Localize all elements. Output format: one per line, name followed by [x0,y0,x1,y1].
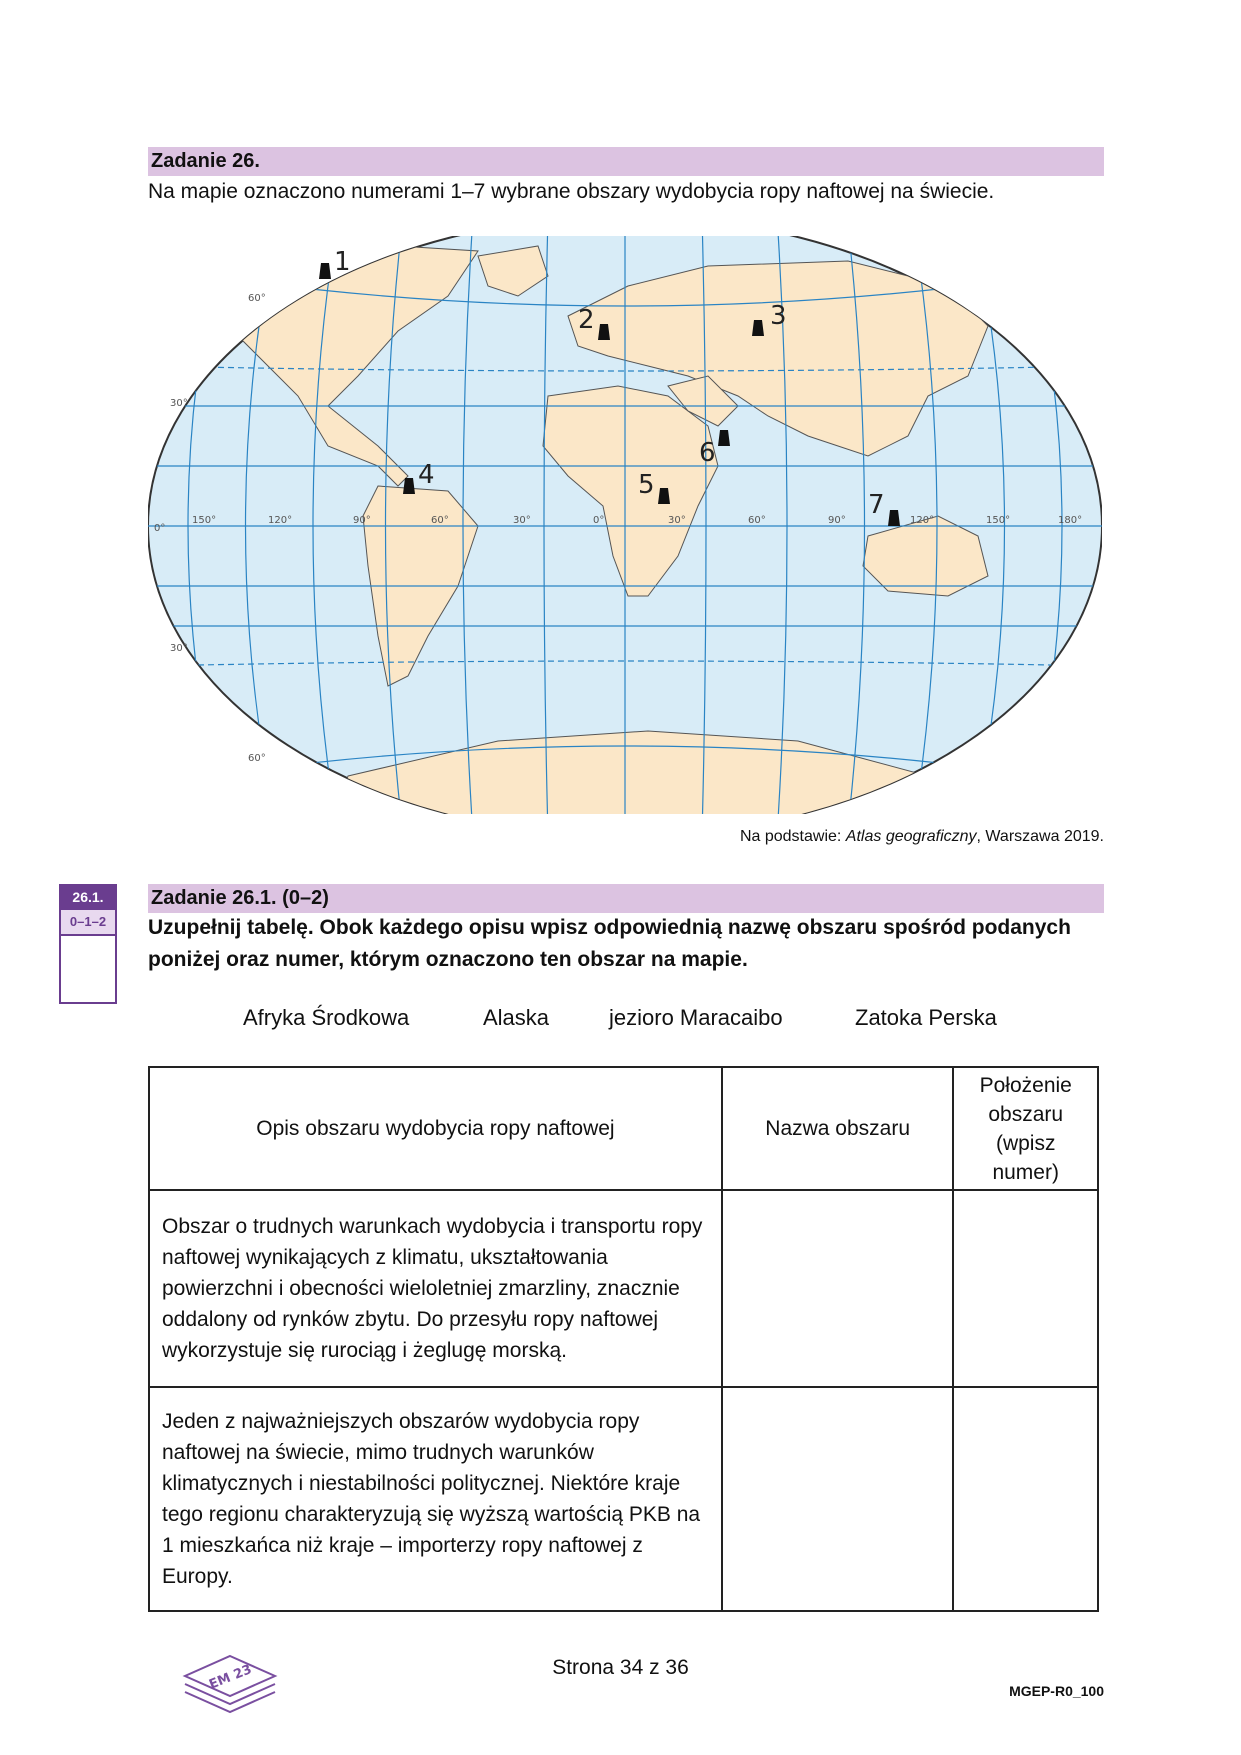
header-description: Opis obszaru wydobycia ropy naftowej [149,1067,722,1190]
svg-text:1: 1 [334,247,351,277]
lat-label-30s: 30° [170,643,188,654]
lat-label-60n: 60° [248,293,266,304]
caption-suffix: , Warszawa 2019. [976,828,1104,845]
svg-text:7: 7 [868,490,885,520]
lon-label-1: 150° [192,515,217,526]
lat-label-0: 0° [154,523,166,534]
table-header-row [149,1067,1098,1190]
score-box [59,884,117,1004]
caption-title: Atlas geograficzny [845,828,977,845]
world-map [148,236,1102,814]
row-name-field[interactable] [722,1190,954,1387]
option-2: Alaska [483,1005,550,1030]
lon-label-3: 90° [353,515,371,526]
option-4: Zatoka Perska [855,1005,997,1030]
caption-prefix: Na podstawie: [739,828,846,845]
lon-label-11: 150° [986,515,1011,526]
row-description: Obszar o trudnych warunkach wydobycia i transportu ropy naftowej wynikających z klimatu, ukształtowania powierzchni i obecności wieloletniej zmarzliny, znacznie oddalony od rynków zbytu. Do przesyłu ropy naftowej wykorzystuje się rurociąg i żeglugę morską. [149,1190,722,1387]
page-number: Strona 34 z 36 [552,1656,689,1679]
table-row [149,1190,1098,1387]
option-3: jezioro Maracaibo [609,1005,783,1030]
svg-text:3: 3 [770,301,787,331]
lat-label-60s: 60° [248,753,266,764]
task-title: Zadanie 26. [148,147,1104,176]
lat-label-30n: 30° [170,398,188,409]
subtask-instruction: Uzupełnij tabelę. Obok każdego opisu wpisz odpowiednią nazwę obszaru spośród podanych poniżej oraz numer, którym oznaczono ten obszar na mapie. [148,916,1071,971]
lon-label-10: 120° [910,515,935,526]
svg-text:5: 5 [638,470,655,500]
row-number-field[interactable] [953,1387,1098,1611]
task-intro: Na mapie oznaczono numerami 1–7 wybrane obszary wydobycia ropy naftowej na świecie. [148,180,995,203]
score-field[interactable] [59,936,117,1004]
exam-code: MGEP-R0_100 [1009,1683,1104,1699]
logo-text: EM 23 [207,1662,254,1693]
subtask-number: 26.1. [59,884,117,910]
lon-label-12: 180° [1058,515,1083,526]
lon-label-5: 30° [513,515,531,526]
subtask-score: 0–1–2 [59,910,117,936]
answer-table [148,1066,1099,1612]
lon-label-9: 90° [828,515,846,526]
oil-marker-1 [319,247,351,279]
lon-label-6: 0° [593,515,605,526]
svg-text:2: 2 [578,305,595,335]
option-1: Afryka Środkowa [243,1005,410,1030]
svg-text:4: 4 [418,460,435,490]
row-name-field[interactable] [722,1387,954,1611]
row-number-field[interactable] [953,1190,1098,1387]
lon-label-7: 30° [668,515,686,526]
svg-text:6: 6 [699,438,716,468]
lon-label-4: 60° [431,515,449,526]
map-caption [740,828,1104,846]
header-number: Położenie obszaru (wpisz numer) [953,1067,1098,1190]
lon-label-2: 120° [268,515,293,526]
header-name: Nazwa obszaru [722,1067,954,1190]
table-row [149,1387,1098,1611]
row-description: Jeden z najważniejszych obszarów wydobycia ropy naftowej na świecie, mimo trudnych warunków klimatycznych i niestabilności politycznej. Niektóre kraje tego regionu charakteryzują się wyższą wartością PKB na 1 mieszkańca niż kraje – importerzy ropy naftowej z Europy. [149,1387,722,1611]
lon-label-8: 60° [748,515,766,526]
subtask-title: Zadanie 26.1. (0–2) [148,884,1104,913]
